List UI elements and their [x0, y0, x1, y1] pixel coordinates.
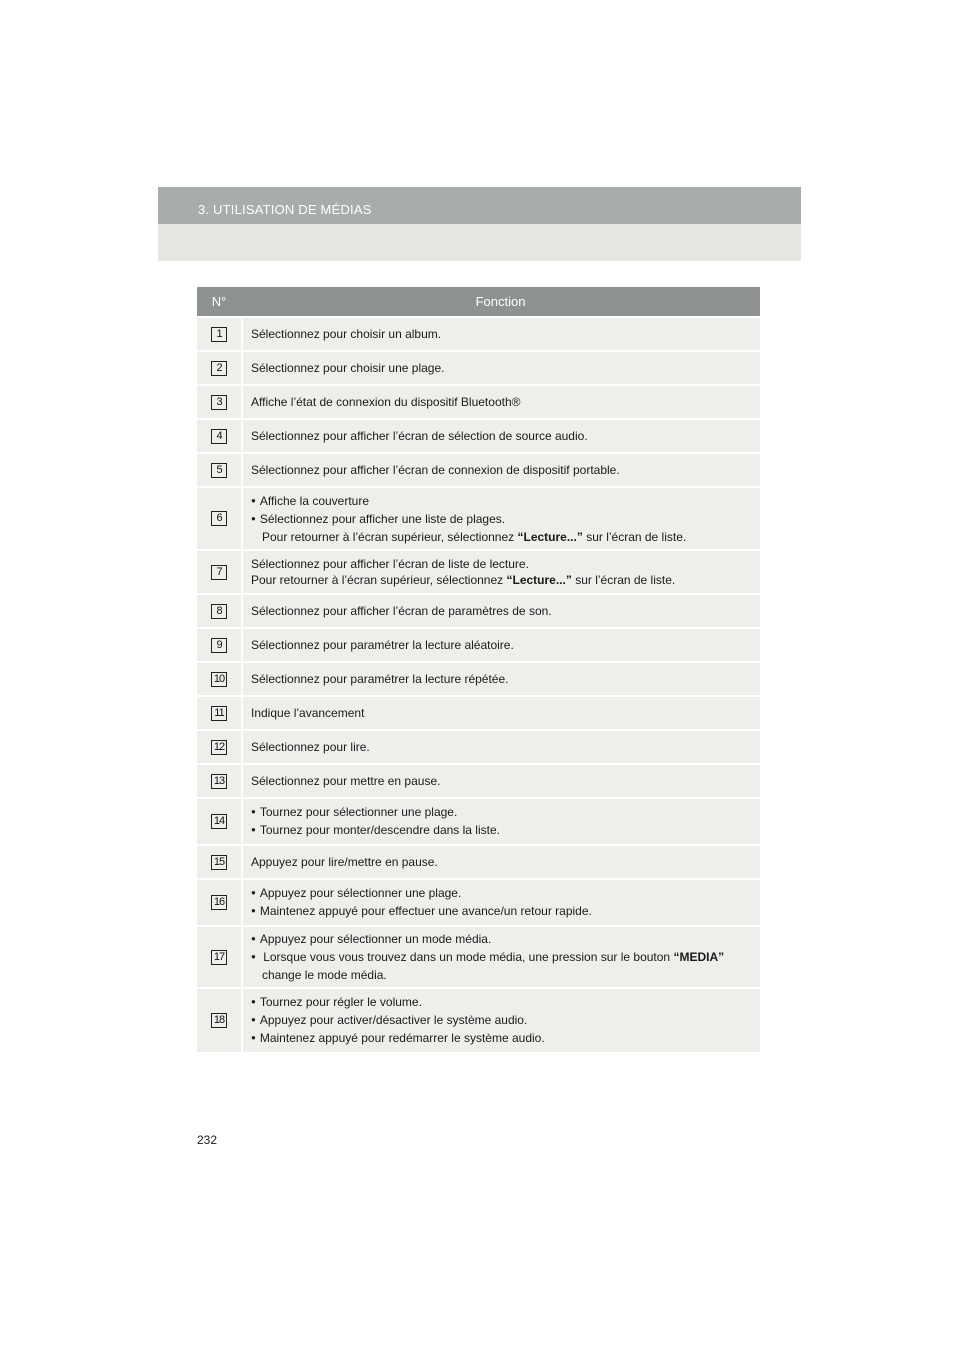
row-bullet: ● Tournez pour monter/descendre dans la liste. — [251, 822, 752, 840]
row-text-part: sur l’écran de liste. — [586, 529, 687, 544]
row-text — [251, 529, 752, 545]
table-row — [197, 846, 760, 878]
table-row — [197, 488, 760, 549]
row-bullet: ● Affiche la couverture — [251, 493, 752, 511]
table-row — [197, 731, 760, 763]
section-title: 3. UTILISATION DE MÉDIAS — [198, 202, 372, 217]
number-badge: 12 — [211, 740, 227, 755]
number-badge: 13 — [211, 774, 227, 789]
row-text: Sélectionnez pour mettre en pause. — [251, 774, 441, 788]
row-text: Sélectionnez pour afficher l’écran de connexion de dispositif portable. — [251, 463, 620, 477]
row-bullet: ● Appuyez pour activer/désactiver le système audio. — [251, 1012, 752, 1030]
number-badge: 8 — [211, 604, 227, 619]
number-badge: 15 — [211, 855, 227, 870]
table-row — [197, 386, 760, 418]
row-bullet: ● Maintenez appuyé pour redémarrer le système audio. — [251, 1030, 752, 1048]
row-bullet: ● Tournez pour régler le volume. — [251, 994, 752, 1012]
row-bullet: ● Maintenez appuyé pour effectuer une avance/un retour rapide. — [251, 903, 752, 921]
number-badge: 10 — [211, 672, 227, 687]
table-row — [197, 595, 760, 627]
number-badge: 17 — [211, 950, 227, 965]
row-text: Appuyez pour lire/mettre en pause. — [251, 855, 438, 869]
header-subband — [158, 224, 801, 261]
table-row — [197, 551, 760, 593]
number-badge: 18 — [211, 1013, 227, 1028]
row-text: Sélectionnez pour afficher l’écran de liste de lecture. — [251, 557, 529, 571]
number-badge: 1 — [211, 327, 227, 342]
table-row — [197, 318, 760, 350]
number-badge: 11 — [211, 706, 227, 721]
table-row — [197, 765, 760, 797]
row-text: Sélectionnez pour paramétrer la lecture répétée. — [251, 672, 509, 686]
table-row — [197, 663, 760, 695]
number-badge: 4 — [211, 429, 227, 444]
table-row — [197, 927, 760, 987]
number-badge: 3 — [211, 395, 227, 410]
row-text-part: Pour retourner à l’écran supérieur, sélectionnez — [262, 529, 515, 544]
table-row — [197, 989, 760, 1052]
page-number: 232 — [197, 1133, 218, 1147]
number-badge: 16 — [211, 895, 227, 910]
row-text: Affiche l’état de connexion du dispositif Bluetooth® — [251, 395, 521, 409]
table-row — [197, 697, 760, 729]
table-row — [197, 629, 760, 661]
row-text: Indique l’avancement — [251, 706, 365, 720]
row-text-part: Lorsque vous vous trouvez dans un mode média, une pression sur le bouton — [263, 950, 671, 964]
number-badge: 2 — [211, 361, 227, 376]
table-row — [197, 352, 760, 384]
table-row — [197, 799, 760, 844]
row-text: Sélectionnez pour choisir une plage. — [251, 361, 445, 375]
number-badge: 7 — [211, 565, 227, 580]
table-row — [197, 880, 760, 925]
column-header-function: Fonction — [475, 294, 526, 309]
row-bullet: ● Appuyez pour sélectionner une plage. — [251, 885, 752, 903]
row-text-part: sur l’écran de liste. — [575, 573, 676, 587]
row-text: change le mode média. — [262, 968, 387, 982]
lecture-key: “Lecture...” — [506, 573, 572, 587]
row-bullet: ● Appuyez pour sélectionner un mode média. — [251, 931, 752, 949]
table-row — [197, 420, 760, 452]
number-badge: 14 — [211, 814, 227, 829]
number-badge: 9 — [211, 638, 227, 653]
table-row — [197, 454, 760, 486]
lecture-key: “Lecture...” — [517, 529, 583, 544]
row-text: Sélectionnez pour afficher l’écran de sélection de source audio. — [251, 429, 588, 443]
row-text-part: Pour retourner à l’écran supérieur, sélectionnez — [251, 573, 504, 587]
table-header — [197, 287, 760, 316]
row-text: Sélectionnez pour choisir un album. — [251, 327, 442, 341]
number-badge: 6 — [211, 511, 227, 526]
row-bullet — [251, 949, 752, 967]
row-text: Sélectionnez pour paramétrer la lecture aléatoire. — [251, 638, 514, 652]
row-text — [251, 572, 752, 588]
column-header-no: N° — [211, 294, 227, 309]
row-bullet: ● Tournez pour sélectionner une plage. — [251, 804, 752, 822]
number-badge: 5 — [211, 463, 227, 478]
media-key: “MEDIA” — [673, 950, 725, 964]
section-header — [158, 187, 801, 224]
row-text: Sélectionnez pour lire. — [251, 740, 370, 754]
row-text: Sélectionnez pour afficher l’écran de paramètres de son. — [251, 604, 552, 618]
function-table — [197, 287, 760, 1054]
row-bullet: ● Sélectionnez pour afficher une liste de plages. — [251, 511, 752, 529]
